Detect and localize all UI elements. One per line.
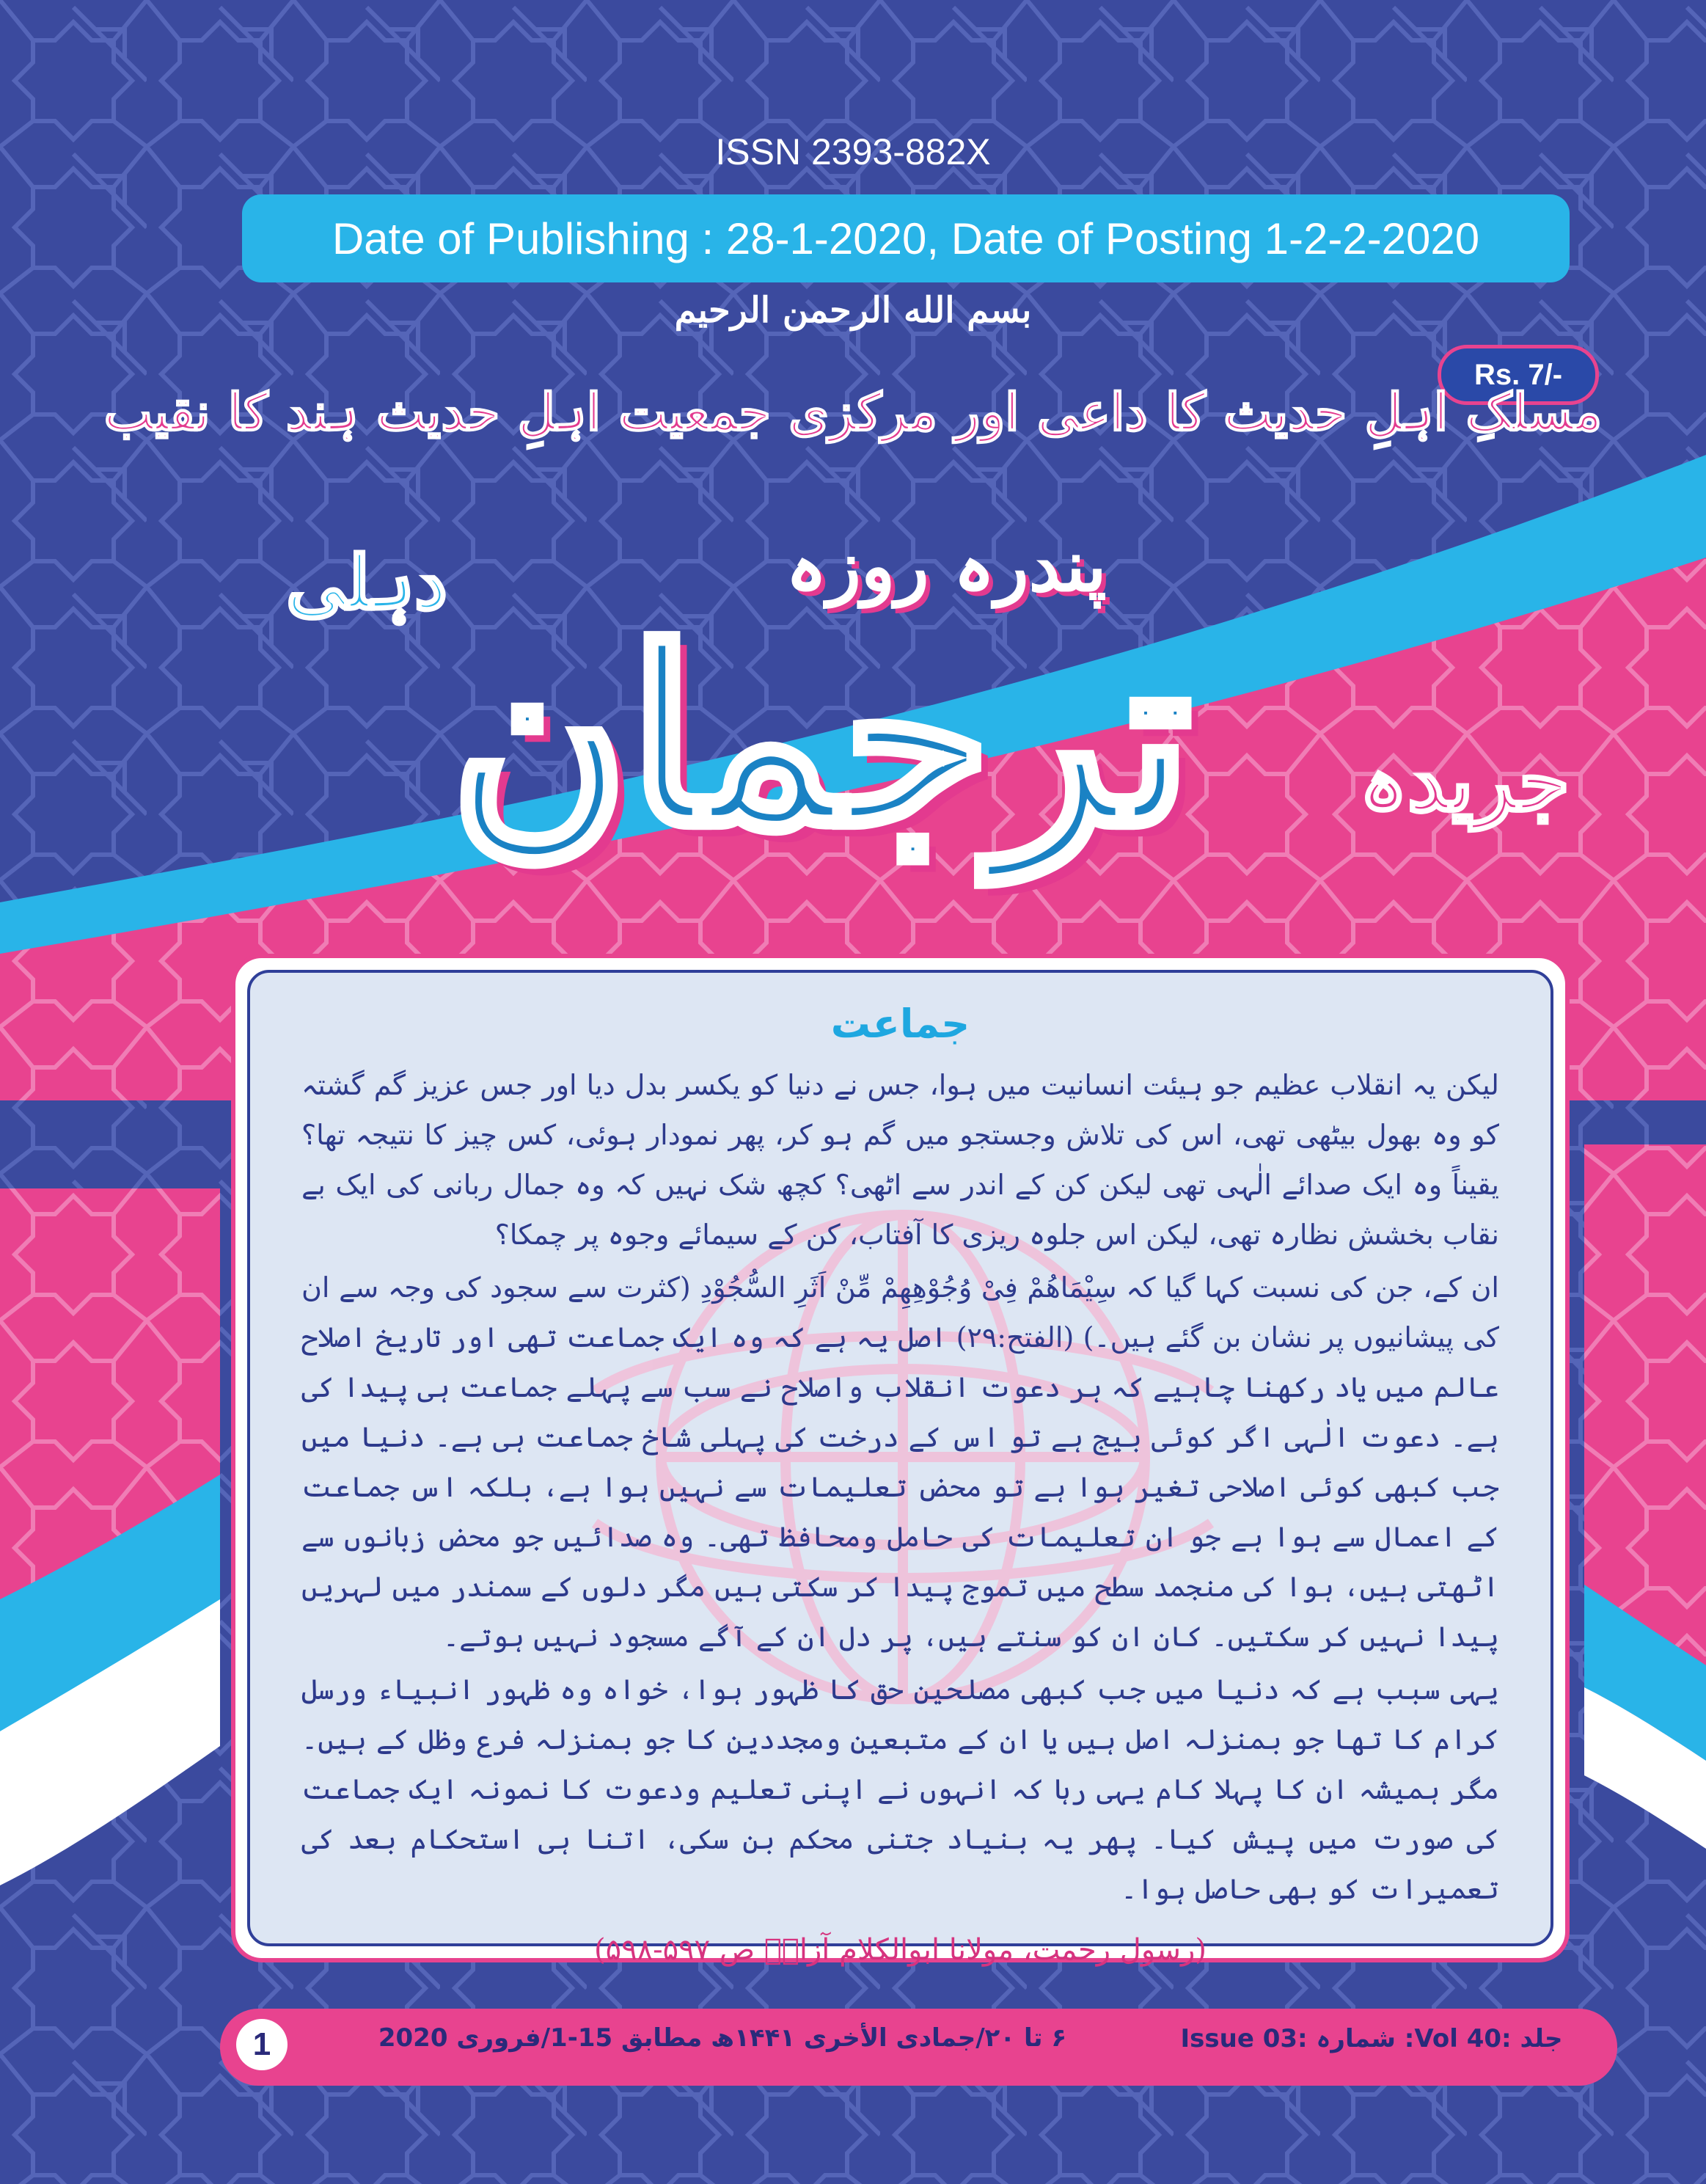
article-paragraph-1: لیکن یہ انقلاب عظیم جو ہیئت انسانیت میں ہوا، جس نے دنیا کو یکسر بدل دیا اور جس عزیز گم گشتہ کو وہ بھول بیٹھی تھی، اس کی تلاش وجستجو میں گم ہو کر، پھر نمودار ہوئی، کس چیز کا نتیجہ تھا؟ یقیناً وہ ایک صدائے الٰہی تھی لیکن کن کے اندر سے اٹھی؟ کچھ شک نہیں کہ وہ جمال ربانی کی ایک بے نقاب بخشش نظارہ تھی، لیکن اس جلوہ ریزی کا آفتاب، کن کے سیمائے وجوہ پر چمکا؟ xyxy=(301,1069,1499,1251)
editorial-panel-inner xyxy=(247,970,1553,1967)
article-paragraph-3: یہی سبب ہے کہ دنیا میں جب کبھی مصلحین حق کا ظہور ہوا، خواہ وہ ظہور انبیاء ورسل کرام کا تھا جو بمنزلہ اصل ہیں یا ان کے متبعین ومجددین کا جو بمنزلہ فرع وظل کے ہیں۔ مگر ہمیشہ ان کا پہلا کام یہی رہا کہ انہوں نے اپنی تعلیم ودعوت کا نمونہ ایک جماعت کی صورت میں پیش کیا۔ پھر یہ بنیاد جتنی محکم بن سکی، اتنا ہی استحکام بعد کی تعمیرات کو بھی حاصل ہوا۔ xyxy=(301,1673,1499,1905)
editorial-panel xyxy=(231,954,1570,1967)
article-citation: (رسول رحمت، مولانا ابوالکلام آزادؒ ص ۵۹۷-۵۹۸) xyxy=(594,1933,1207,1967)
tagline: مسلکِ اہلِ حدیث کا داعی اور مرکزی جمعیت اہلِ حدیث ہند کا نقیب xyxy=(103,381,1603,442)
price-badge: Rs. 7/- xyxy=(1438,345,1599,405)
frequency-label: پندرہ روزہ xyxy=(786,525,1107,607)
footer-volume-issue: جلد :40 Vol: شمارہ :03 Issue xyxy=(1180,2024,1563,2053)
basmala: بسم الله الرحمن الرحيم xyxy=(674,290,1032,331)
city-label: دہلی xyxy=(286,539,447,626)
article-title: جماعت xyxy=(830,1001,970,1047)
footer-date: ۶ تا ۲۰/جمادی الأخری ۱۴۴۱ھ مطابق 15-1/فروری 2020 xyxy=(378,2023,1067,2053)
article-paragraph-2: ان کے، جن کی نسبت کہا گیا کہ سِیْمَاھُمْ فِیْ وُجُوْھِھِمْ مِّنْ اَثَرِ السُّجُوْدِ (کثرت سے سجود کی وجہ سے ان کی پیشانیوں پر نشان بن گئے ہیں۔) (الفتح:۲۹) اصل یہ ہے کہ وہ ایک جماعت تھی اور تاریخ اصلاح عالم میں یاد رکھنا چاہیے کہ ہر دعوت انقلاب واصلاح نے سب سے پہلے جماعت ہی پیدا کی ہے۔ دعوت الٰہی اگر کوئی بیج ہے تو اس کے درخت کی پہلی شاخ جماعت ہی ہے۔ دنیا میں جب کبھی کوئی اصلاحی تغیر ہوا ہے تو محض تعلیمات سے نہیں ہوا ہے، بلکہ اس جماعت کے اعمال سے ہوا ہے جو ان تعلیمات کی حامل ومحافظ تھی۔ وہ صدائیں جو محض زبانوں سے اٹھتی ہیں، ہوا کی منجمد سطح میں تموج پیدا کر سکتی ہیں مگر دلوں کے سمندر میں لہریں پیدا نہیں کر سکتیں۔ کان ان کو سنتے ہیں، پر دل ان کے آگے مسجود نہیں ہوتے۔ xyxy=(301,1271,1499,1653)
issn-number: ISSN 2393-882X xyxy=(715,131,991,172)
publishing-dates-banner: Date of Publishing : 28-1-2020, Date of Posting 1-2-2-2020 xyxy=(242,194,1570,282)
masthead-prefix: جریدہ xyxy=(1359,734,1570,830)
masthead-title: ترجمان xyxy=(450,595,1193,880)
page-number: 1 xyxy=(236,2019,288,2070)
